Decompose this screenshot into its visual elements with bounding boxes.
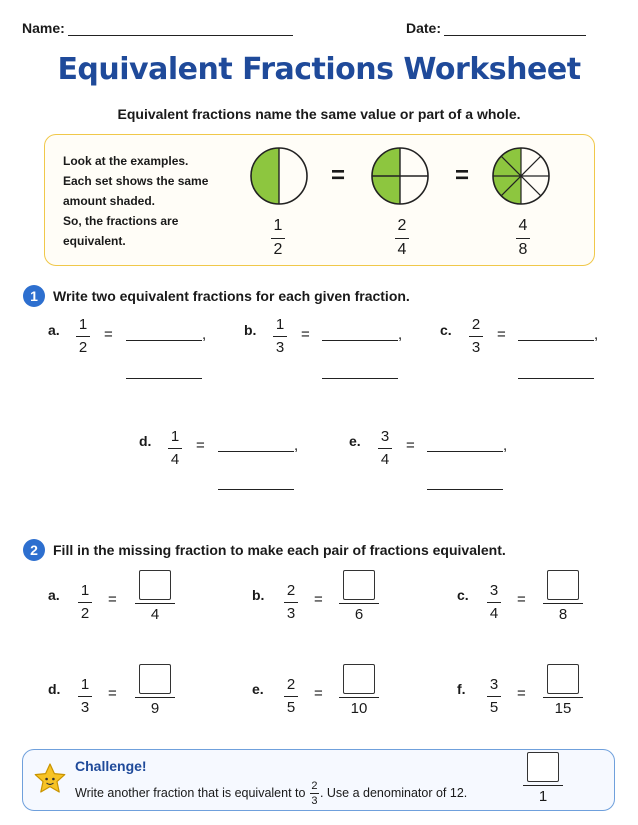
item-label: e. bbox=[349, 433, 361, 449]
star-icon bbox=[33, 762, 67, 796]
given-fraction bbox=[284, 676, 298, 716]
equals-sign: = bbox=[406, 437, 415, 454]
numerator: 3 bbox=[489, 582, 499, 599]
challenge-text-before: Write another fraction that is equivalent to bbox=[75, 785, 306, 800]
answer-blank[interactable] bbox=[218, 451, 294, 452]
answer-blank[interactable] bbox=[322, 378, 398, 379]
section-1-title: Write two equivalent fractions for each given fraction. bbox=[53, 288, 410, 304]
example-box bbox=[44, 134, 595, 266]
denominator: 3 bbox=[286, 605, 296, 622]
section-2-badge: 2 bbox=[23, 539, 45, 561]
numerator: 1 bbox=[275, 316, 285, 333]
given-fraction bbox=[487, 676, 501, 716]
numerator-box[interactable] bbox=[527, 752, 559, 782]
challenge-title: Challenge! bbox=[75, 758, 147, 774]
challenge-box bbox=[22, 749, 615, 811]
comma: , bbox=[294, 437, 299, 454]
eighth-circle-icon bbox=[491, 146, 551, 206]
numerator-box[interactable] bbox=[343, 570, 375, 600]
equals-sign: = bbox=[104, 326, 113, 343]
denominator: 8 bbox=[518, 241, 528, 258]
denominator: 4 bbox=[380, 451, 390, 468]
equals-sign: = bbox=[108, 685, 117, 702]
item-label: d. bbox=[139, 433, 152, 449]
denominator: 6 bbox=[354, 606, 364, 623]
numerator-box[interactable] bbox=[547, 570, 579, 600]
given-fraction bbox=[469, 316, 483, 356]
challenge-text-after: . Use a denominator of 12. bbox=[319, 785, 468, 800]
given-fraction bbox=[487, 582, 501, 622]
section-1-badge: 1 bbox=[23, 285, 45, 307]
denominator: 3 bbox=[275, 339, 285, 356]
comma: , bbox=[202, 326, 207, 343]
given-fraction bbox=[76, 316, 90, 356]
given-fraction bbox=[78, 582, 92, 622]
equals-sign: = bbox=[314, 591, 323, 608]
denominator: 8 bbox=[558, 606, 568, 623]
numerator: 2 bbox=[311, 780, 318, 792]
item-label: a. bbox=[48, 322, 60, 338]
answer-blank[interactable] bbox=[126, 378, 202, 379]
numerator: 2 bbox=[286, 676, 296, 693]
answer-blank[interactable] bbox=[518, 378, 594, 379]
example-line: Look at the examples. bbox=[63, 154, 189, 168]
equals-sign: = bbox=[196, 437, 205, 454]
denominator: 3 bbox=[311, 795, 318, 807]
denominator: 4 bbox=[150, 606, 160, 623]
numerator-box[interactable] bbox=[547, 664, 579, 694]
denominator: 2 bbox=[273, 241, 283, 258]
numerator: 1 bbox=[80, 676, 90, 693]
numerator: 2 bbox=[471, 316, 481, 333]
example-line: equivalent. bbox=[63, 234, 126, 248]
denominator: 9 bbox=[150, 700, 160, 717]
page-title: Equivalent Fractions Worksheet bbox=[57, 52, 581, 87]
page-subtitle: Equivalent fractions name the same value or part of a whole. bbox=[117, 106, 521, 122]
equals-sign: = bbox=[108, 591, 117, 608]
challenge-fraction bbox=[310, 780, 319, 807]
numerator: 3 bbox=[380, 428, 390, 445]
missing-fraction bbox=[135, 570, 175, 624]
answer-blank[interactable] bbox=[218, 489, 294, 490]
denominator: 15 bbox=[554, 700, 572, 717]
denominator: 2 bbox=[80, 605, 90, 622]
quarter-circle-icon bbox=[370, 146, 430, 206]
missing-fraction bbox=[135, 664, 175, 718]
missing-fraction bbox=[543, 664, 583, 718]
section-2-title: Fill in the missing fraction to make each pair of fractions equivalent. bbox=[53, 542, 506, 558]
comma: , bbox=[503, 437, 508, 454]
item-label: f. bbox=[457, 681, 466, 697]
date-label: Date: bbox=[406, 20, 442, 36]
name-field[interactable] bbox=[68, 35, 293, 36]
equals-sign: = bbox=[331, 162, 346, 189]
given-fraction bbox=[378, 428, 392, 468]
given-fraction bbox=[284, 582, 298, 622]
denominator: 4 bbox=[489, 605, 499, 622]
item-label: e. bbox=[252, 681, 264, 697]
numerator: 2 bbox=[397, 217, 407, 234]
item-label: b. bbox=[252, 587, 265, 603]
half-circle-icon bbox=[249, 146, 309, 206]
date-field[interactable] bbox=[444, 35, 586, 36]
numerator-box[interactable] bbox=[139, 664, 171, 694]
example-line: amount shaded. bbox=[63, 194, 156, 208]
given-fraction bbox=[168, 428, 182, 468]
name-label: Name: bbox=[22, 20, 65, 36]
equals-sign: = bbox=[497, 326, 506, 343]
given-fraction bbox=[273, 316, 287, 356]
numerator: 1 bbox=[78, 316, 88, 333]
example-fraction bbox=[395, 217, 409, 259]
denominator: 10 bbox=[350, 700, 368, 717]
missing-fraction bbox=[543, 570, 583, 624]
numerator: 1 bbox=[80, 582, 90, 599]
missing-fraction bbox=[339, 570, 379, 624]
answer-blank[interactable] bbox=[126, 340, 202, 341]
numerator-box[interactable] bbox=[139, 570, 171, 600]
answer-blank[interactable] bbox=[427, 451, 503, 452]
numerator: 1 bbox=[273, 217, 283, 234]
answer-blank[interactable] bbox=[427, 489, 503, 490]
numerator: 1 bbox=[170, 428, 180, 445]
numerator: 3 bbox=[489, 676, 499, 693]
comma: , bbox=[594, 326, 599, 343]
item-label: a. bbox=[48, 587, 60, 603]
denominator: 2 bbox=[78, 339, 88, 356]
denominator: 4 bbox=[170, 451, 180, 468]
answer-blank[interactable] bbox=[518, 340, 594, 341]
given-fraction bbox=[78, 676, 92, 716]
numerator: 4 bbox=[518, 217, 528, 234]
denominator: 3 bbox=[471, 339, 481, 356]
equals-sign: = bbox=[455, 162, 470, 189]
denominator: 1 bbox=[538, 788, 548, 805]
example-line: Each set shows the same bbox=[63, 174, 209, 188]
denominator: 5 bbox=[286, 699, 296, 716]
missing-fraction bbox=[339, 664, 379, 718]
equals-sign: = bbox=[517, 591, 526, 608]
denominator: 5 bbox=[489, 699, 499, 716]
equals-sign: = bbox=[517, 685, 526, 702]
comma: , bbox=[398, 326, 403, 343]
example-line: So, the fractions are bbox=[63, 214, 179, 228]
example-text bbox=[63, 151, 223, 251]
numerator: 2 bbox=[286, 582, 296, 599]
item-label: b. bbox=[244, 322, 257, 338]
denominator: 3 bbox=[80, 699, 90, 716]
example-fraction bbox=[271, 217, 285, 259]
denominator: 4 bbox=[397, 241, 407, 258]
answer-blank[interactable] bbox=[322, 340, 398, 341]
numerator-box[interactable] bbox=[343, 664, 375, 694]
equals-sign: = bbox=[314, 685, 323, 702]
example-fraction bbox=[516, 217, 530, 259]
challenge-text bbox=[75, 780, 467, 807]
item-label: d. bbox=[48, 681, 61, 697]
equals-sign: = bbox=[301, 326, 310, 343]
challenge-answer bbox=[523, 752, 563, 806]
item-label: c. bbox=[457, 587, 469, 603]
item-label: c. bbox=[440, 322, 452, 338]
